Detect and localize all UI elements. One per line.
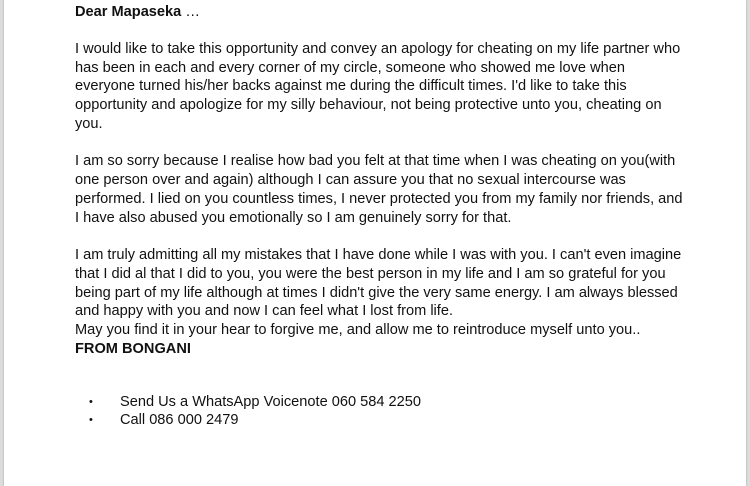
letter-paragraph-1: I would like to take this opportunity and convey an apology for cheating on my life partner who has been in each and every corner of my circle, someone who showed me love when everyone turned his/her backs against me during the difficult times. I'd like to take this opportunity and apologize for my silly behaviour, not being protective unto you, cheating on you. — [75, 40, 681, 132]
contact-label-call: Call 086 000 2479 — [120, 412, 239, 429]
bullet-icon: • — [89, 414, 93, 427]
letter-paragraph-2: I am so sorry because I realise how bad you felt at that time when I was cheating on you(with one person over and again) although I can assure you that no sexual intercourse was performed. I lied on you countless times, I never protected you from my family nor friends, and I have also abused you emotionally so I am genuinely sorry for that. — [75, 153, 683, 226]
greeting-ellipsis: … — [181, 4, 200, 20]
contact-label-whatsapp: Send Us a WhatsApp Voicenote 060 584 2250 — [120, 393, 422, 410]
closing-text: May you find it in your hear to forgive me, and allow me to reintroduce myself unto you.. — [75, 322, 641, 339]
greeting-name: Dear Mapaseka — [75, 4, 182, 20]
contact-item-whatsapp — [75, 393, 685, 412]
bullet-icon: • — [89, 395, 93, 408]
letter-signature: FROM BONGANI — [75, 340, 191, 357]
contact-item-call — [75, 411, 685, 430]
letter-body — [75, 3, 685, 430]
letter-greeting — [75, 3, 685, 22]
letter-paragraph-3: I am truly admitting all my mistakes that I have done while I was with you. I can't even imagine that I did al that I did to you, you were the best person in my life and I am so grateful for you being part of my life although at times I didn't give the very same energy. I am always blessed and happy with you and now I can feel what I lost from life. — [75, 246, 682, 320]
letter-paragraph-4 — [75, 321, 685, 359]
contact-list — [75, 393, 685, 430]
document-page — [4, 0, 746, 486]
